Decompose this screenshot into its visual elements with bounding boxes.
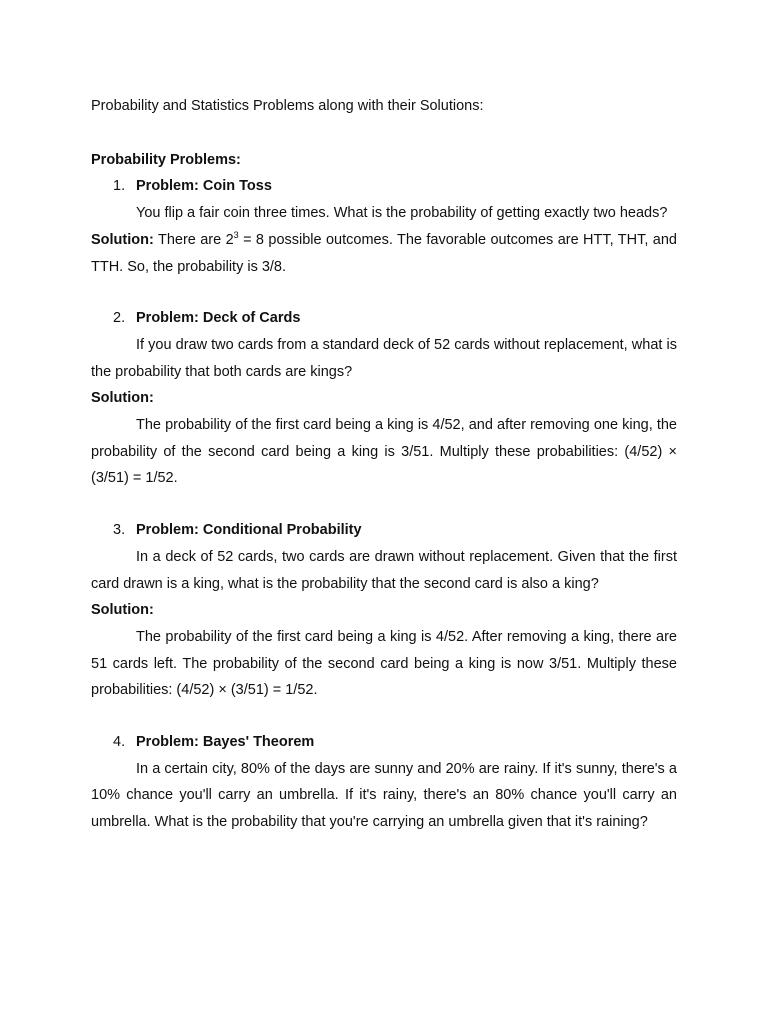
problem-1-heading	[91, 173, 677, 200]
problem-3-solution-label: Solution:	[91, 602, 154, 619]
problem-1-solution-exponent: 3	[233, 229, 239, 240]
problem-1-number: 1.	[113, 178, 126, 195]
problem-3-heading	[91, 517, 677, 544]
problem-3-title: Problem: Conditional Probability	[136, 522, 362, 539]
problem-2-question: If you draw two cards from a standard deck of 52 cards without replacement, what is the probability that both cards are kings?	[91, 336, 677, 380]
problem-1	[91, 173, 677, 280]
problem-2-solution: The probability of the first card being a king is 4/52, and after removing one king, the probability of the second card being a king is 3/51. Multiply these probabilities: (4/52) × (3/51) = 1/52.	[91, 417, 677, 487]
problem-1-solution-pre: There are 2	[153, 231, 234, 248]
problem-4-number: 4.	[113, 734, 126, 751]
problem-4	[91, 729, 677, 836]
problem-4-heading	[91, 729, 677, 756]
problem-3	[91, 517, 677, 704]
problem-3-number: 3.	[113, 522, 126, 539]
problem-2-number: 2.	[113, 310, 126, 327]
problem-1-question: You flip a fair coin three times. What is the probability of getting exactly two heads?	[136, 205, 668, 222]
problem-4-question: In a certain city, 80% of the days are sunny and 20% are rainy. If it's sunny, there's a 10% chance you'll carry an umbrella. If it's rainy, there's an 80% chance you'll carry an umbrella. What is the probability that you're carrying an umbrella given that it's raining?	[91, 760, 677, 831]
problem-2-title: Problem: Deck of Cards	[136, 310, 301, 327]
problem-1-solution	[91, 227, 677, 280]
section-title: Probability Problems:	[91, 151, 241, 168]
intro-line: Probability and Statistics Problems along with their Solutions:	[91, 98, 484, 114]
problem-1-solution-label: Solution:	[91, 231, 154, 248]
problem-1-title: Problem: Coin Toss	[136, 178, 272, 195]
problem-3-solution: The probability of the first card being a king is 4/52. After removing a king, there are 51 cards left. The probability of the second card being a king is now 3/51. Multiply these probabilities: (4/52) × (3/51) = 1/52.	[91, 628, 677, 699]
problem-4-title: Problem: Bayes' Theorem	[136, 734, 315, 751]
problem-2-solution-label: Solution:	[91, 390, 154, 407]
problem-1-solution-post: = 8 possible outcomes. The favorable outcomes are HTT, THT, and TTH. So, the probability is 3/8.	[91, 231, 677, 275]
problem-2-heading	[91, 305, 677, 332]
document-body	[91, 93, 677, 836]
problem-3-question: In a deck of 52 cards, two cards are drawn without replacement. Given that the first card drawn is a king, what is the probability that the second card is also a king?	[91, 548, 677, 592]
problem-2	[91, 305, 677, 492]
